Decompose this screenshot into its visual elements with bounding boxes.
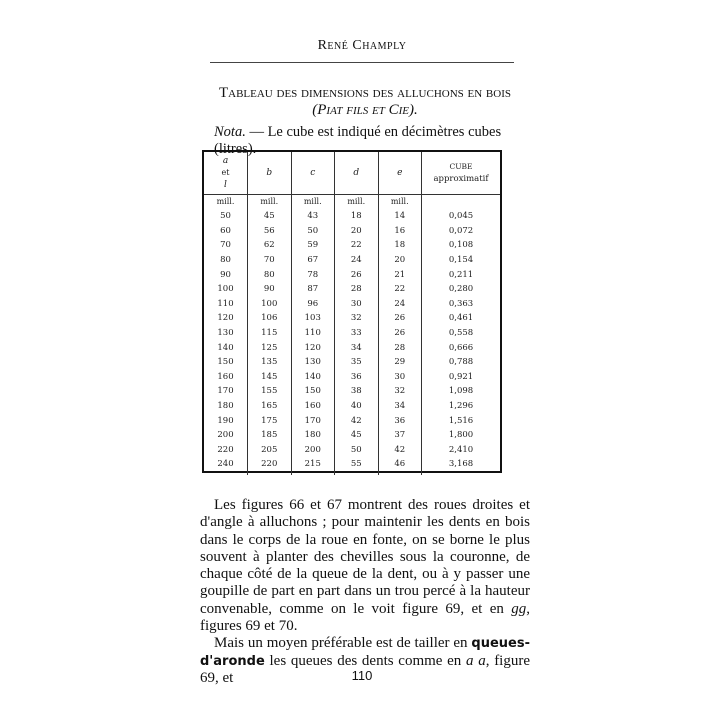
- table-cell: 24: [378, 297, 422, 312]
- table-cell: 36: [378, 413, 422, 428]
- table-cell: 220: [248, 457, 292, 475]
- table-cell: 0,921: [422, 370, 501, 385]
- table-cell: 42: [335, 413, 379, 428]
- table-cell: 22: [378, 282, 422, 297]
- table-cell: 28: [335, 282, 379, 297]
- table-cell: 160: [217, 371, 234, 382]
- unit-cell: mill.: [216, 197, 235, 206]
- table-cell: 106: [248, 311, 292, 326]
- table-row: [204, 399, 500, 414]
- header-cube-word: CUBE: [449, 162, 473, 171]
- table-cell: 120: [291, 340, 335, 355]
- table-cell: 0,363: [422, 297, 501, 312]
- table-row: [204, 267, 500, 282]
- table-cell: 103: [291, 311, 335, 326]
- table-row: [204, 297, 500, 312]
- paragraph-2-bold: queues-d'aronde: [200, 636, 530, 669]
- running-title: René Champly: [317, 38, 407, 53]
- table-row: [204, 384, 500, 399]
- table-cell: 50: [335, 443, 379, 458]
- table-cell: 120: [217, 313, 234, 324]
- paragraph-2-end: , figure 69, et: [200, 652, 531, 686]
- table-row: [204, 311, 500, 326]
- paragraph-1-end: , figures 69 et 70.: [200, 600, 530, 635]
- unit-cell: mill.: [291, 195, 335, 210]
- dimensions-table-grid: [204, 152, 500, 475]
- table-cell: 36: [335, 370, 379, 385]
- table-cell: 80: [248, 267, 292, 282]
- table-cell: 150: [217, 357, 234, 368]
- table-cell: 29: [378, 355, 422, 370]
- table-cell: 45: [248, 209, 292, 224]
- table-cell: 45: [335, 428, 379, 443]
- table-cell: 3,168: [422, 457, 501, 475]
- table-cell: 59: [291, 238, 335, 253]
- table-cell: 34: [335, 340, 379, 355]
- table-row: [204, 224, 500, 239]
- table-cell: 32: [335, 311, 379, 326]
- table-cell: 0,280: [422, 282, 501, 297]
- header-et: et: [221, 168, 230, 177]
- paragraph-2-aa: a a: [466, 652, 486, 669]
- header-d: d: [335, 152, 379, 195]
- table-title: [200, 85, 530, 119]
- table-cell: 67: [291, 253, 335, 268]
- unit-cell: [422, 195, 501, 210]
- header-c: c: [291, 152, 335, 195]
- table-cell: 185: [248, 428, 292, 443]
- units-row: [204, 195, 500, 210]
- table-cell: 70: [248, 253, 292, 268]
- table-cell: 50: [291, 224, 335, 239]
- table-cell: 1,516: [422, 413, 501, 428]
- table-cell: 0,154: [422, 253, 501, 268]
- table-cell: 200: [217, 430, 234, 441]
- table-cell: 0,666: [422, 340, 501, 355]
- table-cell: 215: [291, 457, 335, 475]
- table-cell: 150: [291, 384, 335, 399]
- table-cell: 14: [378, 209, 422, 224]
- table-cell: 1,296: [422, 399, 501, 414]
- table-title-line1: Tableau des dimensions des alluchons en bois: [218, 85, 511, 101]
- table-cell: 78: [291, 267, 335, 282]
- table-cell: 200: [291, 443, 335, 458]
- table-row: [204, 326, 500, 341]
- table-cell: 125: [248, 340, 292, 355]
- table-cell: 28: [378, 340, 422, 355]
- table-cell: 40: [335, 399, 379, 414]
- table-cell: 0,558: [422, 326, 501, 341]
- table-row: [204, 370, 500, 385]
- paragraph-2-start: Mais un moyen préférable est de tailler en: [214, 635, 472, 652]
- table-cell: 135: [248, 355, 292, 370]
- table-cell: 80: [220, 255, 231, 266]
- table-cell: 240: [217, 459, 234, 470]
- table-cell: 140: [217, 342, 234, 353]
- table-row: [204, 443, 500, 458]
- table-cell: 20: [378, 253, 422, 268]
- table-row: [204, 253, 500, 268]
- paragraph-1-text: Les figures 66 et 67 montrent des roues droites et d'angle à alluchons ; pour maintenir les dents en bois dans le corps de la roue en fonte, on se borne le plus souvent à planter des chevilles sous la couronne, de chaque côté de la queue de la dent, ou à y passer une goupille de part en part dans un trou percé à la hauteur convenable, comme on le voit figure 69, et en: [200, 497, 530, 617]
- table-cell: 205: [248, 443, 292, 458]
- table-cell: 37: [378, 428, 422, 443]
- table-cell: 0,461: [422, 311, 501, 326]
- table-cell: 96: [291, 297, 335, 312]
- table-row: [204, 340, 500, 355]
- table-cell: 0,045: [422, 209, 501, 224]
- table-cell: 110: [291, 326, 335, 341]
- table-cell: 175: [248, 413, 292, 428]
- table-row: [204, 413, 500, 428]
- nota-text: — Le cube est indiqué en décimètres cubes (litres).: [214, 124, 502, 157]
- body-text: [200, 497, 530, 687]
- table-row: [204, 282, 500, 297]
- table-row: [204, 209, 500, 224]
- table-cell: 18: [335, 209, 379, 224]
- table-cell: 46: [378, 457, 422, 475]
- header-b: b: [248, 152, 292, 195]
- table-cell: 160: [291, 399, 335, 414]
- header-l: l: [224, 180, 227, 190]
- table-cell: 21: [378, 267, 422, 282]
- table-cell: 60: [220, 225, 231, 236]
- header-a: a: [222, 156, 229, 166]
- table-row: [204, 457, 500, 475]
- page-number: 110: [351, 668, 373, 683]
- table-cell: 33: [335, 326, 379, 341]
- table-cell: 2,410: [422, 443, 501, 458]
- table-cell: 170: [217, 386, 234, 397]
- table-cell: 155: [248, 384, 292, 399]
- table-cell: 32: [378, 384, 422, 399]
- table-cell: 130: [217, 328, 234, 339]
- table-cell: 180: [217, 401, 234, 412]
- table-cell: 50: [220, 211, 231, 222]
- table-cell: 42: [378, 443, 422, 458]
- table-cell: 34: [378, 399, 422, 414]
- table-cell: 145: [248, 370, 292, 385]
- header-e: e: [378, 152, 422, 195]
- table-cell: 56: [248, 224, 292, 239]
- running-header: [210, 38, 514, 54]
- table-body: [204, 195, 500, 475]
- table-cell: 87: [291, 282, 335, 297]
- table-cell: 0,072: [422, 224, 501, 239]
- table-row: [204, 428, 500, 443]
- table-cell: 26: [378, 326, 422, 341]
- paragraph-1: [200, 497, 530, 635]
- table-cell: 55: [335, 457, 379, 475]
- table-cell: 18: [378, 238, 422, 253]
- table-cell: 16: [378, 224, 422, 239]
- header-rule: [210, 62, 514, 63]
- table-cell: 0,211: [422, 267, 501, 282]
- table-cell: 115: [248, 326, 292, 341]
- table-cell: 30: [335, 297, 379, 312]
- table-cell: 70: [220, 240, 231, 251]
- table-cell: 140: [291, 370, 335, 385]
- table-cell: 220: [217, 444, 234, 455]
- table-header-row: [204, 152, 500, 195]
- table-cell: 165: [248, 399, 292, 414]
- table-row: [204, 238, 500, 253]
- table-cell: 0,788: [422, 355, 501, 370]
- table-cell: 22: [335, 238, 379, 253]
- table-cell: 26: [335, 267, 379, 282]
- table-cell: 100: [248, 297, 292, 312]
- table-cell: 43: [291, 209, 335, 224]
- table-cell: 90: [248, 282, 292, 297]
- header-a-l: [204, 152, 248, 195]
- table-cell: 90: [220, 269, 231, 280]
- table-cell: 190: [217, 415, 234, 426]
- table-cell: 20: [335, 224, 379, 239]
- table-cell: 130: [291, 355, 335, 370]
- nota-label: Nota.: [214, 124, 246, 140]
- table-cell: 100: [217, 284, 234, 295]
- table-cell: 110: [217, 298, 234, 309]
- unit-cell: mill.: [378, 195, 422, 210]
- table-row: [204, 355, 500, 370]
- table-cell: 38: [335, 384, 379, 399]
- table-cell: 62: [248, 238, 292, 253]
- table-cell: 0,108: [422, 238, 501, 253]
- table-cell: 1,800: [422, 428, 501, 443]
- dimensions-table: [202, 150, 502, 473]
- table-cell: 170: [291, 413, 335, 428]
- table-cell: 26: [378, 311, 422, 326]
- header-cube-approx: approximatif: [433, 174, 489, 184]
- table-cell: 30: [378, 370, 422, 385]
- table-cell: 24: [335, 253, 379, 268]
- table-title-line2: (Piat fils et Cie).: [312, 102, 418, 118]
- table-cell: 1,098: [422, 384, 501, 399]
- table-cell: 180: [291, 428, 335, 443]
- table-cell: 35: [335, 355, 379, 370]
- unit-cell: mill.: [248, 195, 292, 210]
- paragraph-2-mid: les queues des dents comme en: [264, 652, 467, 669]
- paragraph-1-gg: gg: [511, 600, 527, 617]
- unit-cell: mill.: [335, 195, 379, 210]
- header-cube: [422, 152, 501, 195]
